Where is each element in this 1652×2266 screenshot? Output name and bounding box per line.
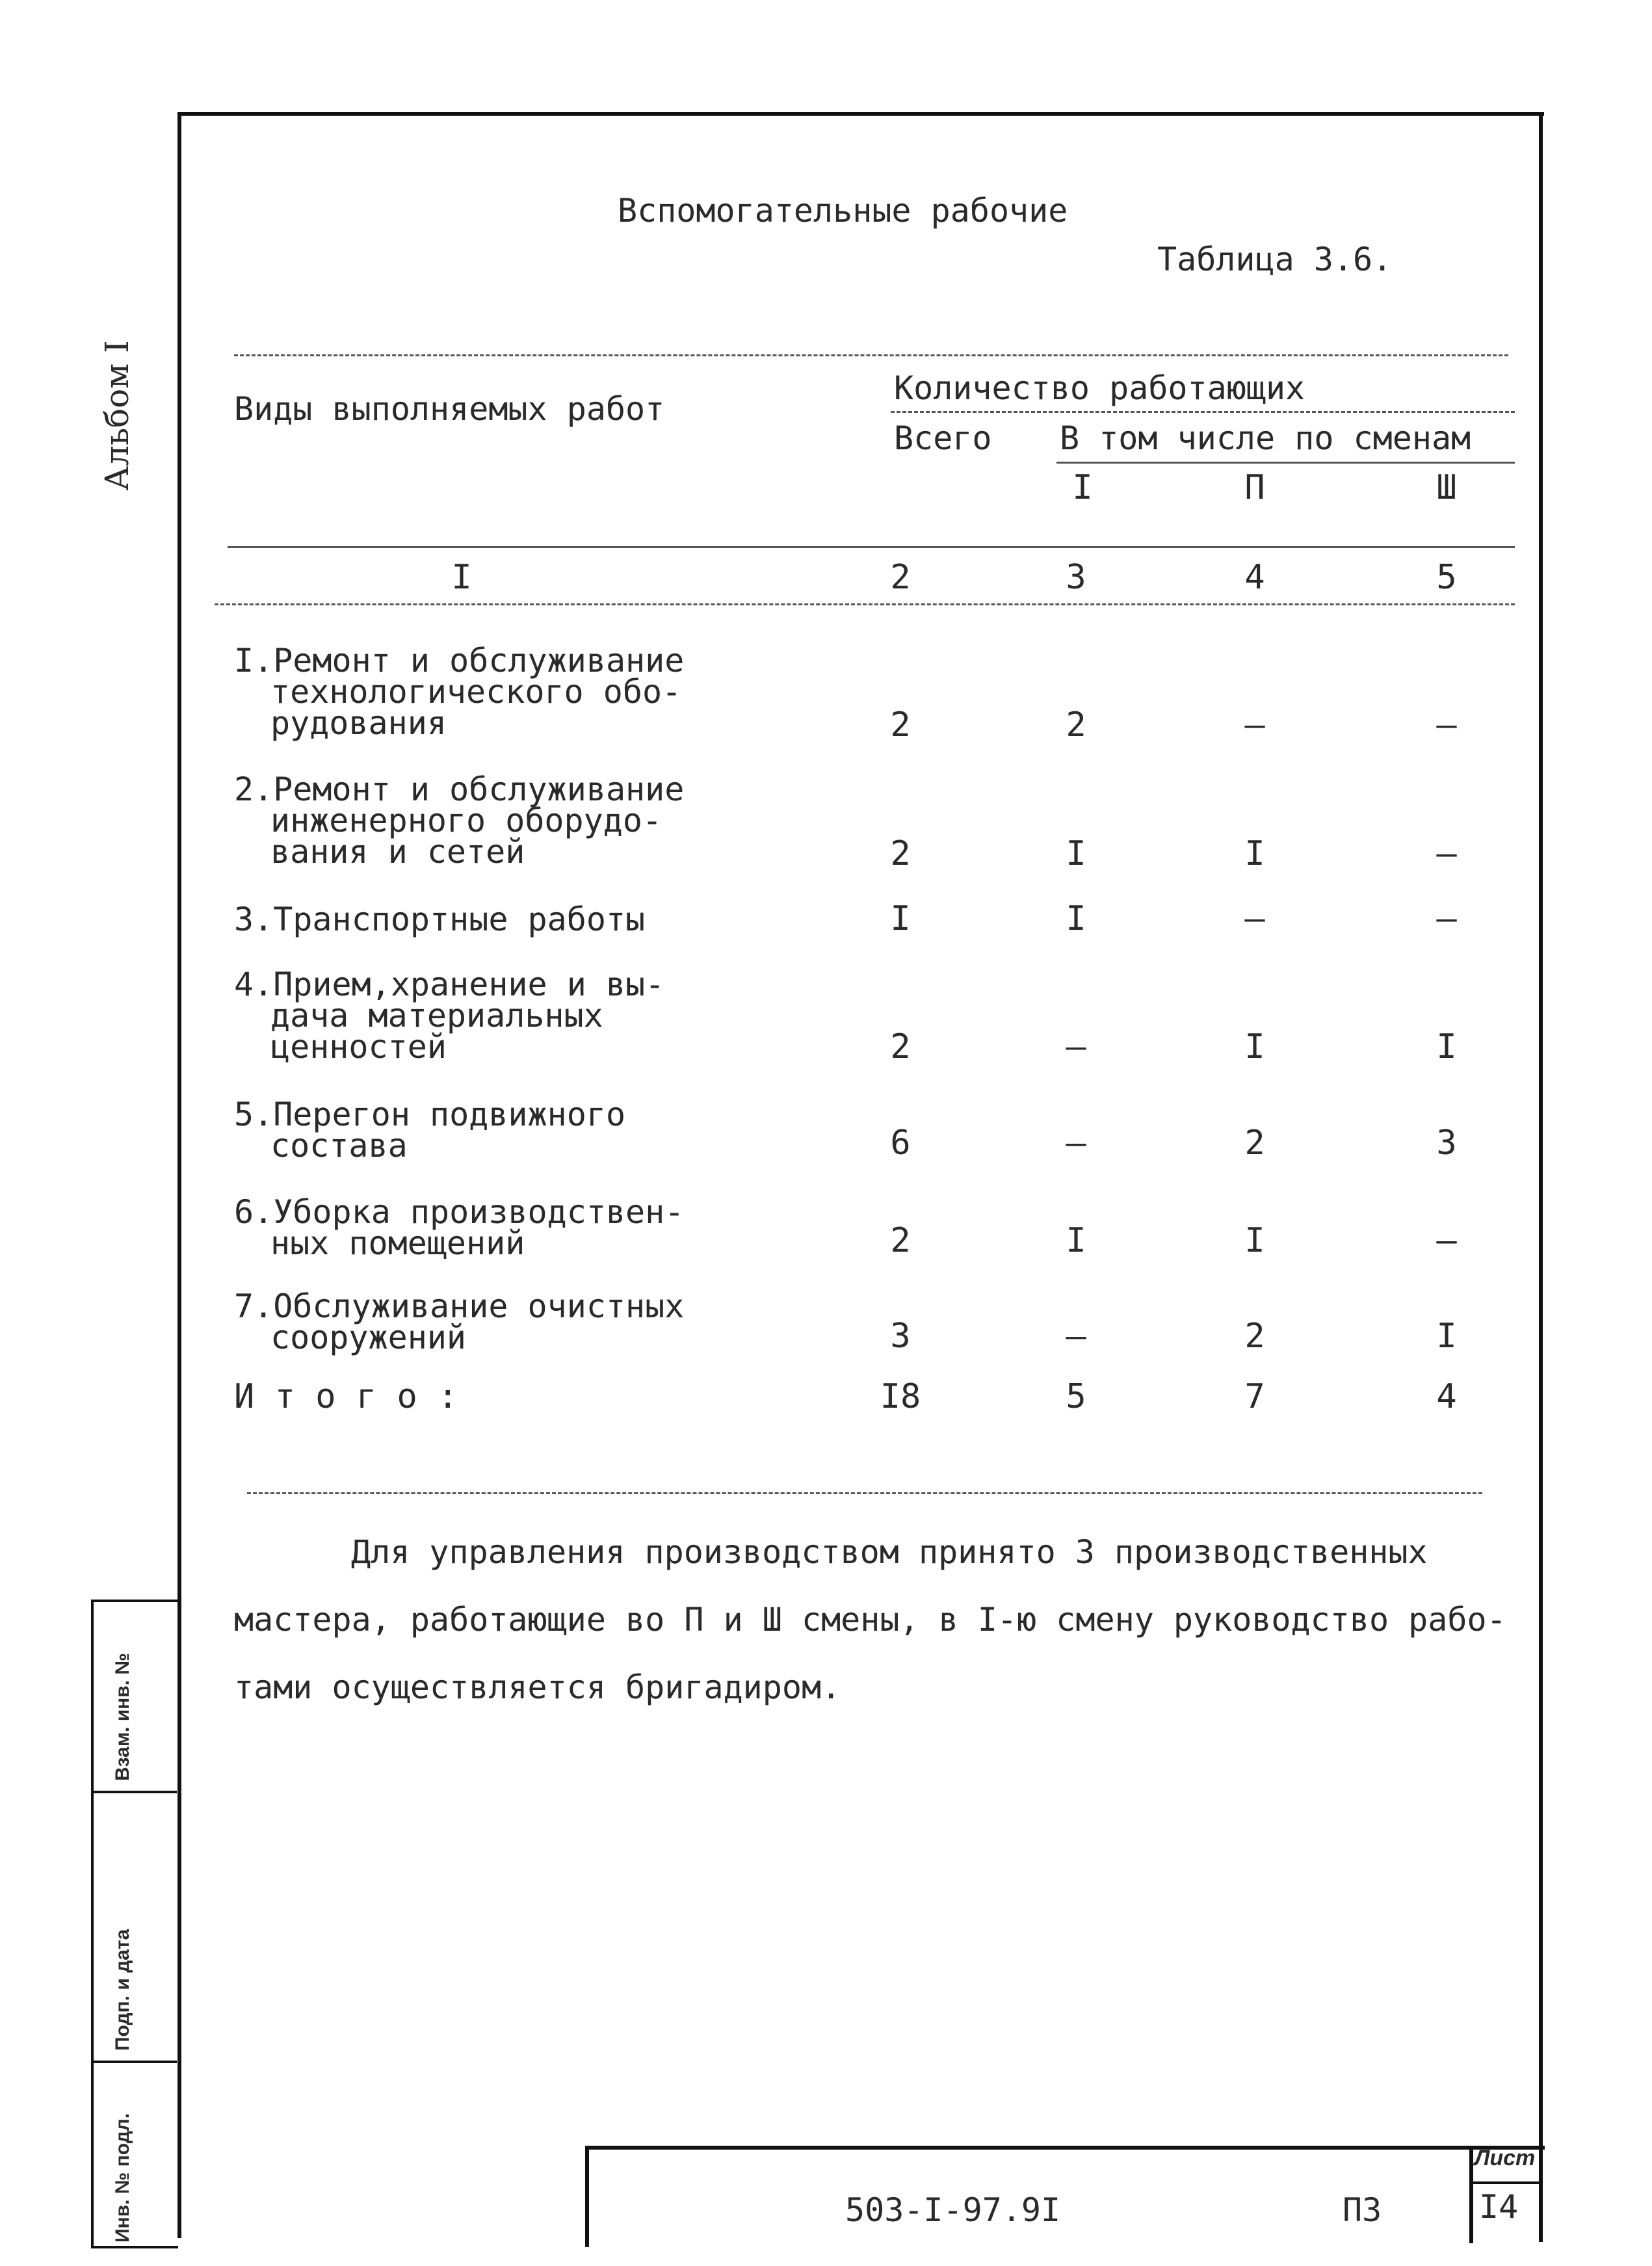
stamp-original-inv: Инв. № подл. [112, 2113, 133, 2243]
row-1-shift-2: – [1244, 705, 1265, 744]
column-number-4: 4 [1244, 558, 1265, 597]
row-5-shift-1: – [1066, 1124, 1086, 1163]
page-frame-top [179, 112, 1544, 116]
column-number-3: 3 [1066, 558, 1086, 597]
header-by-shift: В том числе по сменам [1060, 419, 1471, 457]
table-row: 7.Обслуживание очистных сооружений [234, 1287, 685, 1356]
document-type: ПЗ [1343, 2191, 1382, 2229]
row-7-shift-3: I [1436, 1317, 1457, 1356]
row-1-total: 2 [890, 705, 911, 744]
totals-label: И т о г о : [234, 1377, 458, 1416]
row-2-total: 2 [890, 834, 911, 873]
row-5-total: 6 [890, 1124, 911, 1163]
table-row: 2.Ремонт и обслуживание инженерного оборудо- вания и сетей [234, 771, 685, 871]
header-shift-rule [1056, 462, 1515, 464]
header-shift-2: П [1244, 468, 1265, 507]
header-count-rule [891, 411, 1515, 413]
totals-shift-2: 7 [1244, 1377, 1265, 1416]
row-1-shift-3: – [1436, 705, 1457, 744]
header-total: Всего [894, 419, 992, 457]
document-code: 503-I-97.9I [845, 2191, 1061, 2229]
row-3-total: I [890, 899, 911, 938]
album-label-text: Альбом I [98, 340, 136, 491]
row-4-shift-3: I [1436, 1027, 1457, 1066]
row-4-shift-2: I [1244, 1027, 1265, 1066]
sheet-number: I4 [1479, 2188, 1519, 2226]
sheet-box-divider [1469, 2181, 1541, 2184]
album-label [98, 338, 137, 494]
row-7-shift-1: – [1066, 1317, 1086, 1356]
stamp-column [91, 1600, 178, 2248]
note-paragraph: Для управления производством принято 3 производственных мастера, работающие во П и Ш смены, в I-ю смену руководство рабо- тами осуществляется бригадиром. [234, 1533, 1506, 1706]
table-row: 3.Транспортные работы [234, 901, 646, 938]
row-6-shift-1: I [1066, 1221, 1086, 1260]
row-2-shift-1: I [1066, 834, 1086, 873]
column-number-1: I [451, 558, 472, 597]
title-block [585, 2146, 1545, 2247]
stamp-replace-inv: Взам. инв. № [112, 1653, 133, 1781]
table-top-rule [234, 354, 1508, 356]
column-numbers-rule [215, 603, 1515, 605]
totals-shift-3: 4 [1436, 1377, 1457, 1416]
column-number-5: 5 [1436, 558, 1457, 597]
totals-shift-1: 5 [1066, 1377, 1086, 1416]
row-6-shift-2: I [1244, 1221, 1265, 1260]
header-count: Количество работающих [894, 369, 1305, 407]
row-4-total: 2 [890, 1027, 911, 1066]
header-bottom-rule [228, 546, 1515, 548]
row-7-shift-2: 2 [1244, 1317, 1265, 1356]
page-frame-right [1539, 116, 1543, 2242]
table-number: Таблица 3.6. [1157, 241, 1393, 278]
sheet-label: Лист [1475, 2146, 1536, 2170]
column-number-2: 2 [890, 558, 911, 597]
row-3-shift-3: – [1436, 899, 1457, 938]
header-shift-1: I [1072, 468, 1093, 507]
row-3-shift-1: I [1066, 899, 1086, 938]
stamp-sign-date: Подп. и дата [112, 1929, 133, 2051]
row-1-shift-1: 2 [1066, 705, 1086, 744]
row-3-shift-2: – [1244, 899, 1265, 938]
row-5-shift-3: 3 [1436, 1124, 1457, 1163]
header-works: Виды выполняемых работ [234, 390, 665, 428]
row-4-shift-1: – [1066, 1027, 1086, 1066]
row-6-total: 2 [890, 1221, 911, 1260]
table-row: 5.Перегон подвижного состава [234, 1096, 626, 1165]
document-title: Вспомогательные рабочие [618, 192, 1068, 230]
stamp-divider [94, 1791, 177, 1793]
row-6-shift-3: – [1436, 1221, 1457, 1260]
row-7-total: 3 [890, 1317, 911, 1356]
totals-total: I8 [880, 1377, 921, 1416]
row-5-shift-2: 2 [1244, 1124, 1265, 1163]
table-row: 4.Прием,хранение и вы- дача материальных ценностей [234, 966, 665, 1066]
row-2-shift-2: I [1244, 834, 1265, 873]
table-row: 6.Уборка производствен- ных помещений [234, 1193, 685, 1262]
table-row: I.Ремонт и обслуживание технологического обо- рудования [234, 642, 685, 742]
row-2-shift-3: – [1436, 834, 1457, 873]
header-shift-3: Ш [1436, 468, 1457, 507]
table-bottom-rule [247, 1492, 1482, 1494]
stamp-divider [94, 2061, 177, 2063]
